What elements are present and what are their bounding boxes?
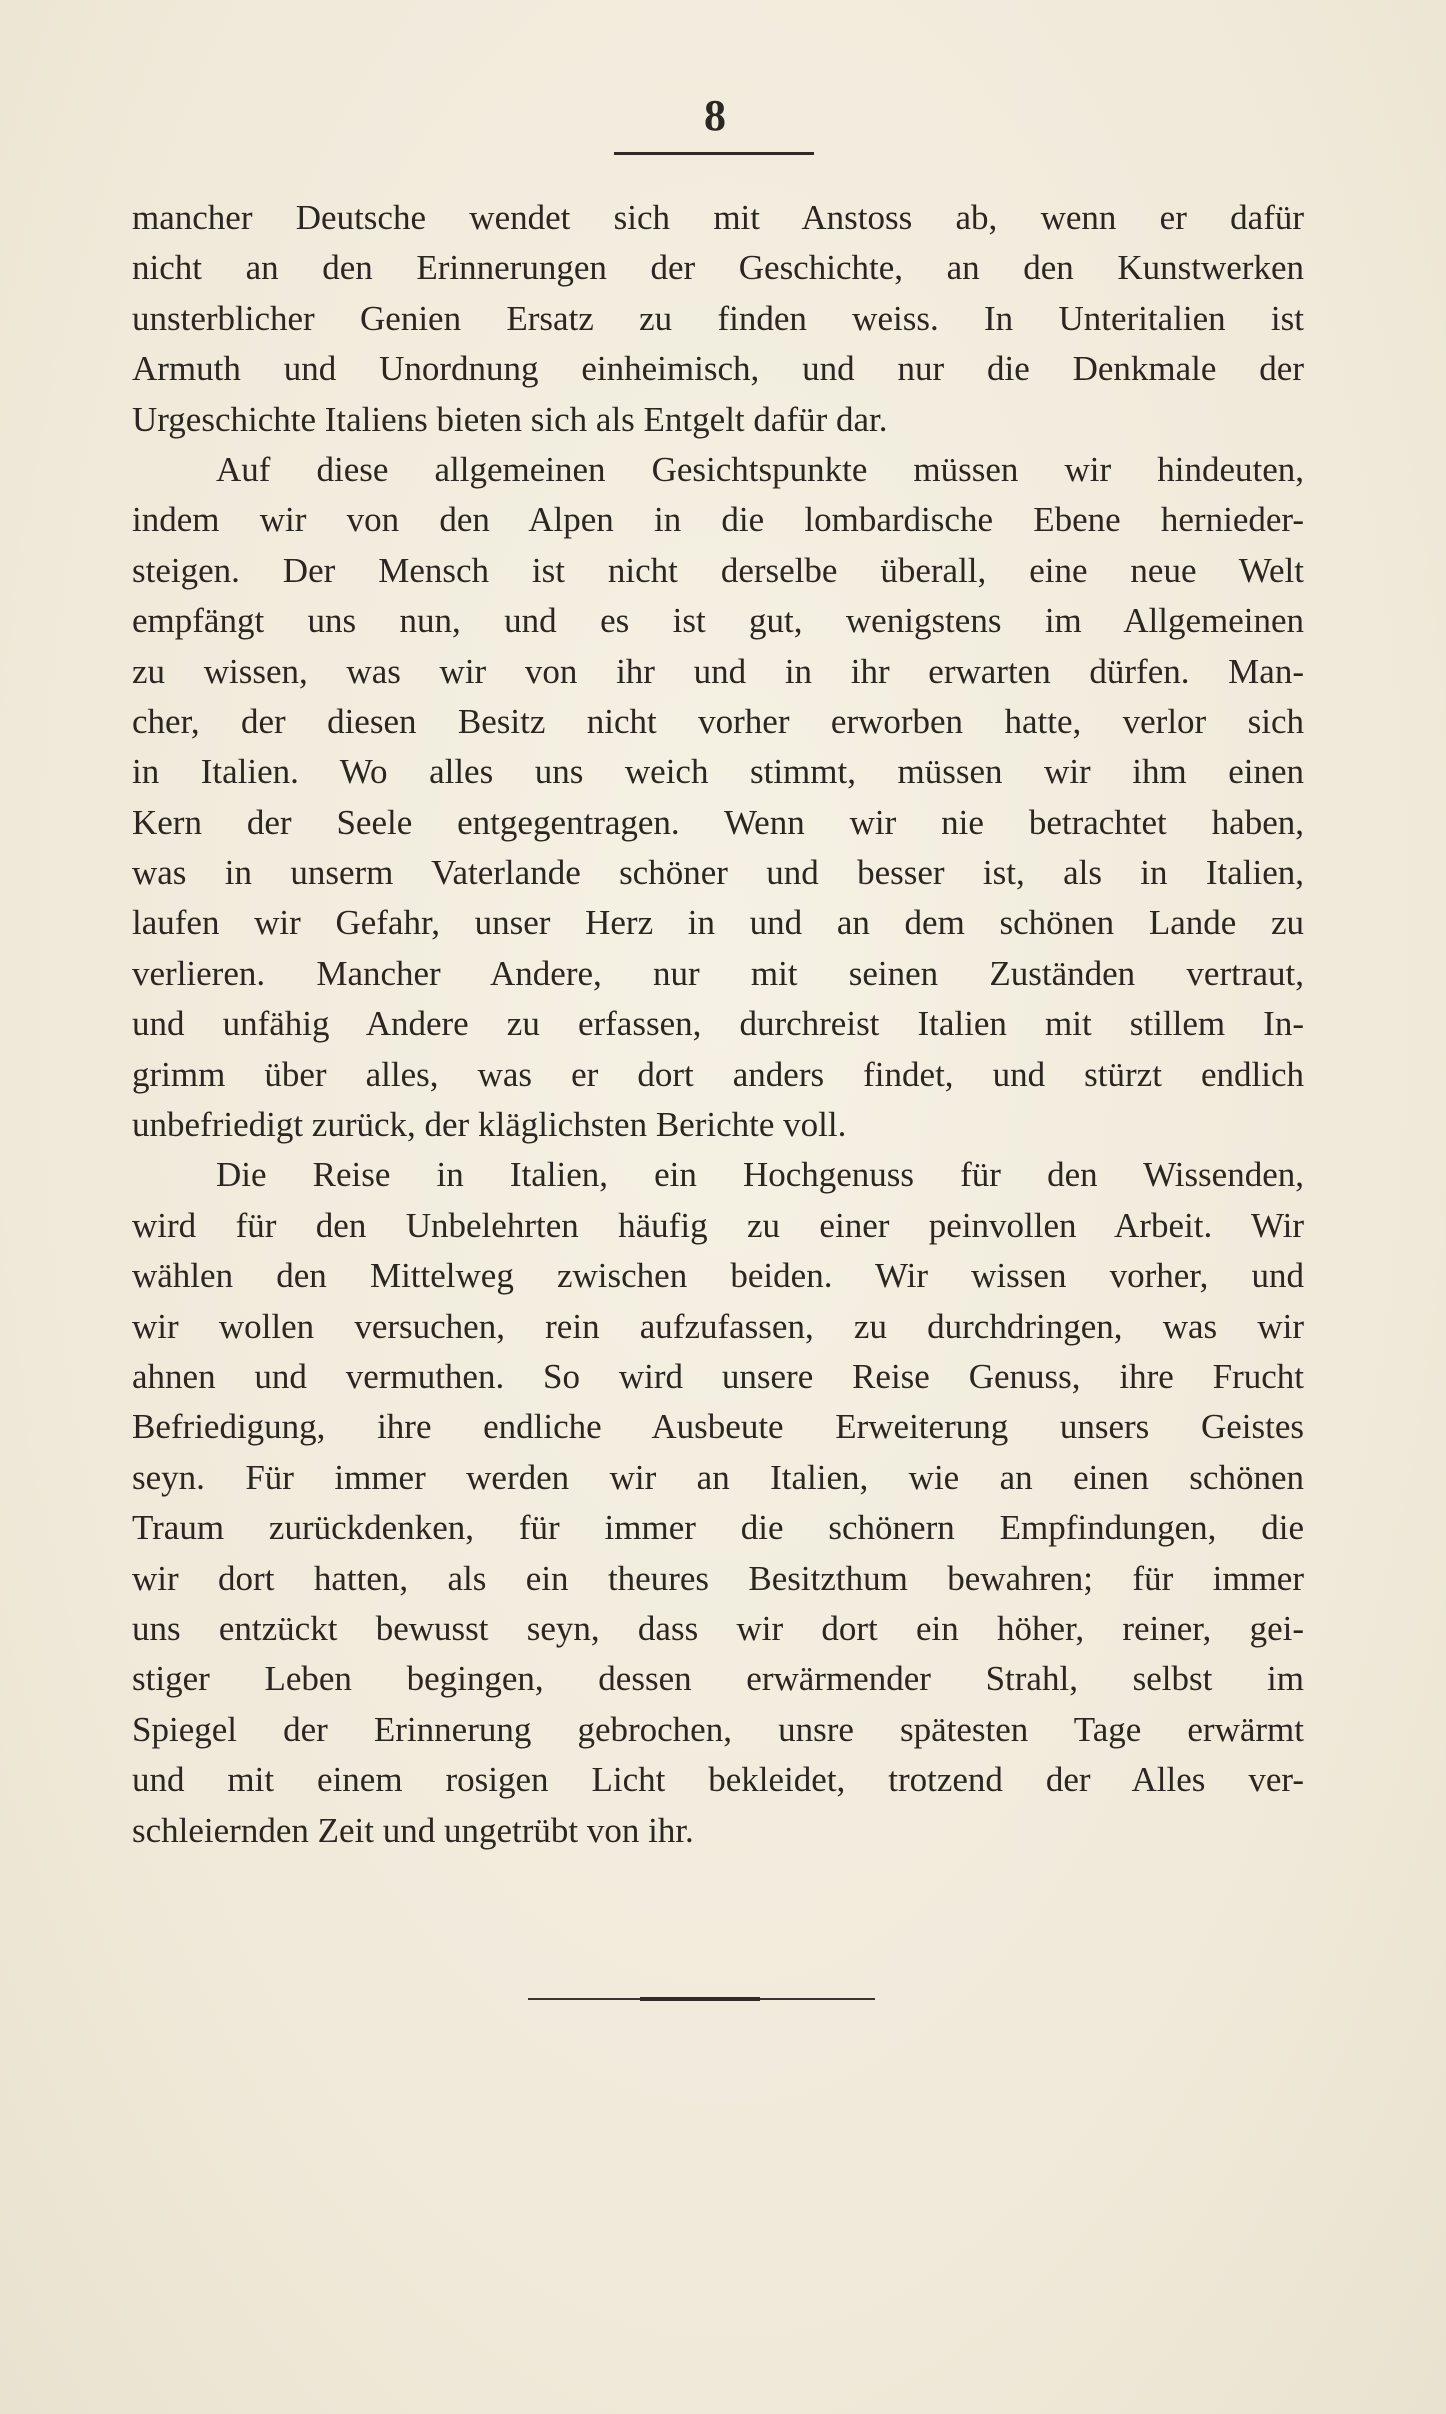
text-line: mancher Deutsche wendet sich mit Anstoss ab, wenn er dafür [132,198,1304,237]
text-line: grimm über alles, was er dort anders findet, und stürzt endlich [132,1054,1304,1094]
text-line: und unfähig Andere zu erfassen, durchreist Italien mit stillem In- [132,1004,1304,1044]
text-line: laufen wir Gefahr, unser Herz in und an dem schönen Lande zu [132,903,1304,943]
text-line: unsterblicher Genien Ersatz zu finden weiss. In Unteritalien ist [132,298,1304,338]
text-line: schleiernden Zeit und ungetrübt von ihr. [132,1810,694,1850]
text-line: stiger Leben begingen, dessen erwärmender Strahl, selbst im [132,1659,1304,1699]
text-line: indem wir von den Alpen in die lombardische Ebene hernieder- [132,500,1304,540]
text-line: was in unserm Vaterlande schöner und besser ist, als in Italien, [132,853,1304,893]
text-line: wir wollen versuchen, rein aufzufassen, zu durchdringen, was wir [132,1306,1304,1346]
end-rule-ornament [640,1997,760,2001]
text-line: Spiegel der Erinnerung gebrochen, unsre spätesten Tage erwärmt [132,1709,1304,1749]
text-line: seyn. Für immer werden wir an Italien, wie an einen schönen [132,1457,1304,1497]
text-line: Traum zurückdenken, für immer die schönern Empfindungen, die [132,1508,1304,1548]
text-line: zu wissen, was wir von ihr und in ihr erwarten dürfen. Man- [132,651,1304,691]
text-line: Armuth und Unordnung einheimisch, und nur die Denkmale der [132,349,1304,389]
text-line: in Italien. Wo alles uns weich stimmt, müssen wir ihm einen [132,752,1304,792]
text-line: Befriedigung, ihre endliche Ausbeute Erweiterung unsers Geistes [132,1407,1304,1447]
text-line: verlieren. Mancher Andere, nur mit seinen Zuständen vertraut, [132,953,1304,993]
text-line: und mit einem rosigen Licht bekleidet, trotzend der Alles ver- [132,1760,1304,1800]
text-line: nicht an den Erinnerungen der Geschichte, an den Kunstwerken [132,248,1304,288]
page-number: 8 [704,91,726,140]
text-line: empfängt uns nun, und es ist gut, wenigstens im Allgemeinen [132,601,1304,641]
text-line: Urgeschichte Italiens bieten sich als Entgelt dafür dar. [132,399,888,439]
text-line: wählen den Mittelweg zwischen beiden. Wir wissen vorher, und [132,1256,1304,1296]
text-line: uns entzückt bewusst seyn, dass wir dort ein höher, reiner, gei- [132,1608,1304,1648]
text-line: wir dort hatten, als ein theures Besitzthum bewahren; für immer [132,1558,1304,1598]
text-line: Auf diese allgemeinen Gesichtspunkte müssen wir hindeuten, [216,449,1304,489]
text-line: Die Reise in Italien, ein Hochgenuss für den Wissenden, [216,1155,1304,1195]
body-text [132,193,1304,1856]
text-line: ahnen und vermuthen. So wird unsere Reise Genuss, ihre Frucht [132,1356,1304,1396]
text-line: unbefriedigt zurück, der kläglichsten Berichte voll. [132,1105,847,1145]
text-line: cher, der diesen Besitz nicht vorher erworben hatte, verlor sich [132,701,1304,741]
text-line: steigen. Der Mensch ist nicht derselbe überall, eine neue Welt [132,550,1304,590]
text-line: Kern der Seele entgegentragen. Wenn wir nie betrachtet haben, [132,802,1304,842]
header-rule [614,152,814,155]
text-line: wird für den Unbelehrten häufig zu einer peinvollen Arbeit. Wir [132,1205,1304,1245]
